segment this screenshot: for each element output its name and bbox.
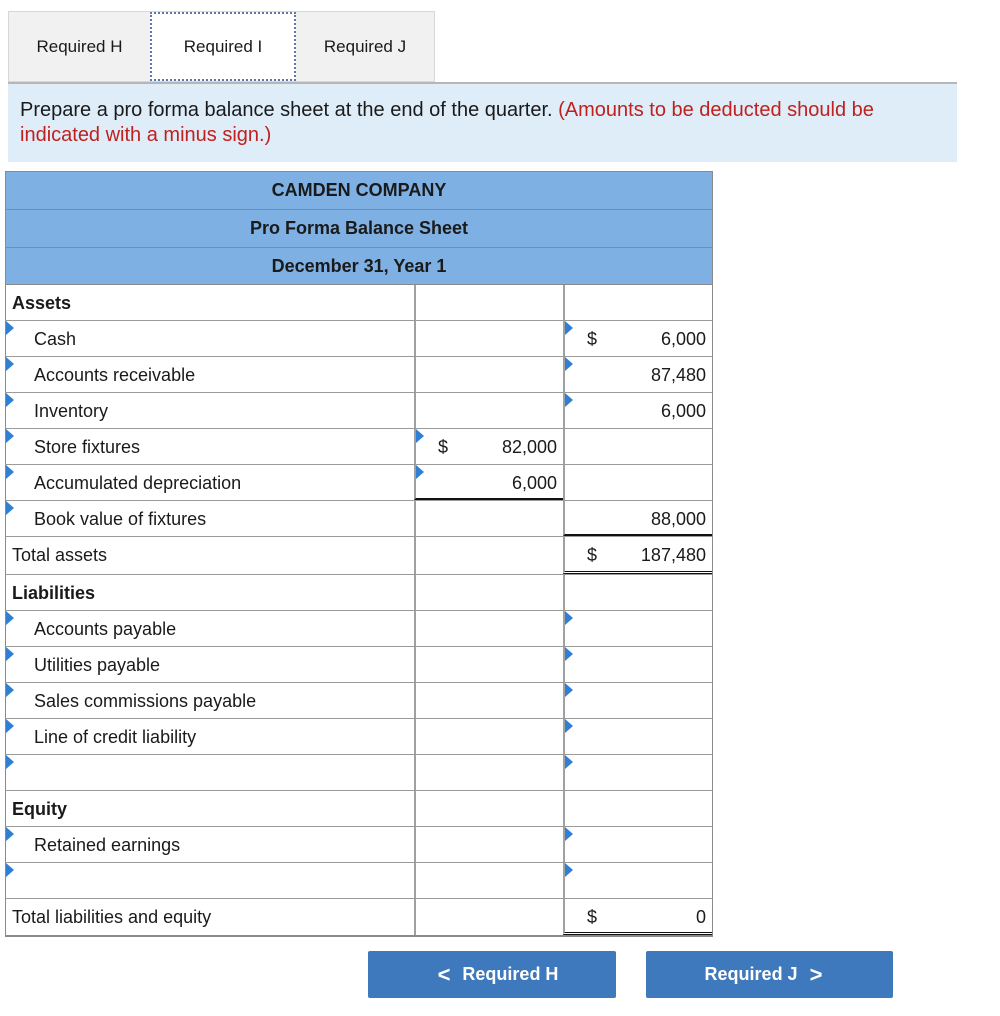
account-select[interactable] (6, 357, 414, 392)
amount-input[interactable] (414, 647, 563, 682)
table-row (5, 465, 713, 501)
table-row (5, 791, 713, 827)
dropdown-triangle-icon[interactable] (6, 611, 14, 625)
next-button-label: Required J (704, 964, 798, 984)
dropdown-triangle-icon[interactable] (6, 465, 14, 479)
table-row (5, 537, 713, 575)
table-row (5, 501, 713, 537)
table-row (5, 755, 713, 791)
previous-required-button[interactable] (368, 951, 616, 998)
dropdown-triangle-icon[interactable] (565, 827, 573, 841)
amount-value: 88,000 (650, 509, 706, 529)
account-label: Retained earnings (34, 835, 181, 855)
amount-input[interactable] (414, 321, 563, 356)
amount-value: 6,000 (660, 401, 706, 421)
tab-required-i[interactable]: Required I (150, 12, 296, 81)
dropdown-triangle-icon[interactable] (6, 863, 14, 877)
dropdown-triangle-icon[interactable] (6, 429, 14, 443)
amount-input[interactable] (563, 611, 712, 646)
amount-value: 6,000 (660, 329, 706, 349)
company-name: CAMDEN COMPANY (5, 171, 713, 209)
currency-symbol: $ (587, 329, 598, 349)
dropdown-triangle-icon[interactable] (565, 393, 573, 407)
amount-input[interactable] (563, 465, 712, 500)
account-select[interactable] (6, 393, 414, 428)
amount-input[interactable] (563, 393, 712, 428)
total-liabilities-equity-label: Total liabilities and equity (12, 907, 212, 927)
dropdown-triangle-icon[interactable] (6, 321, 14, 335)
dropdown-triangle-icon[interactable] (565, 321, 573, 335)
table-row (5, 285, 713, 321)
amount-input[interactable] (563, 683, 712, 718)
tab-required-h[interactable]: Required H (36, 36, 123, 56)
table-row (5, 899, 713, 937)
amount-input[interactable] (563, 501, 712, 536)
table-row (5, 321, 713, 357)
instruction-text: Prepare a pro forma balance sheet at the end of the quarter. (20, 99, 559, 121)
amount-value: 0 (695, 907, 706, 927)
account-label: Book value of fixtures (34, 509, 207, 529)
dropdown-triangle-icon[interactable] (416, 429, 424, 443)
table-row (5, 575, 713, 611)
total-assets-value (563, 537, 712, 574)
table-row (5, 827, 713, 863)
tab-required-j[interactable]: Required J (323, 36, 407, 56)
account-select[interactable] (6, 755, 414, 790)
amount-input[interactable] (563, 755, 712, 790)
balance-sheet-table (5, 171, 713, 937)
table-row (5, 429, 713, 465)
dropdown-triangle-icon[interactable] (6, 827, 14, 841)
account-label: Utilities payable (34, 655, 161, 675)
amount-value: 6,000 (511, 473, 557, 493)
account-select[interactable] (6, 429, 414, 464)
table-row (5, 611, 713, 647)
account-select[interactable] (6, 683, 414, 718)
dropdown-triangle-icon[interactable] (565, 755, 573, 769)
chevron-right-icon: > (809, 961, 823, 987)
amount-input[interactable] (414, 393, 563, 428)
dropdown-triangle-icon[interactable] (6, 683, 14, 697)
account-select[interactable] (6, 863, 414, 898)
table-row (5, 647, 713, 683)
amount-input[interactable] (563, 719, 712, 754)
amount-input[interactable] (414, 501, 563, 536)
amount-input[interactable] (563, 357, 712, 392)
account-label: Store fixtures (34, 437, 141, 457)
dropdown-triangle-icon[interactable] (565, 863, 573, 877)
instruction-panel (8, 84, 957, 162)
account-select[interactable] (6, 465, 414, 500)
liabilities-heading: Liabilities (12, 583, 96, 603)
next-required-button[interactable] (646, 951, 893, 998)
account-select[interactable] (6, 321, 414, 356)
account-label: Accounts payable (34, 619, 177, 639)
chevron-left-icon: < (437, 961, 451, 987)
dropdown-triangle-icon[interactable] (6, 357, 14, 371)
table-row (5, 719, 713, 755)
account-label: Accumulated depreciation (34, 473, 242, 493)
account-select[interactable] (6, 501, 414, 536)
account-select[interactable] (6, 827, 414, 862)
amount-input[interactable] (414, 827, 563, 862)
table-row (5, 393, 713, 429)
amount-input[interactable] (414, 863, 563, 898)
account-label: Sales commissions payable (34, 691, 257, 711)
dropdown-triangle-icon[interactable] (565, 719, 573, 733)
amount-input[interactable] (414, 357, 563, 392)
amount-input[interactable] (414, 429, 563, 464)
dropdown-triangle-icon[interactable] (565, 647, 573, 661)
currency-symbol: $ (438, 437, 449, 457)
dropdown-triangle-icon[interactable] (6, 755, 14, 769)
previous-button-label: Required H (462, 964, 559, 984)
table-row (5, 357, 713, 393)
dropdown-triangle-icon[interactable] (565, 683, 573, 697)
account-select[interactable] (6, 647, 414, 682)
dropdown-triangle-icon[interactable] (6, 719, 14, 733)
account-label: Line of credit liability (34, 727, 197, 747)
table-row (5, 863, 713, 899)
amount-value: 87,480 (650, 365, 706, 385)
currency-symbol: $ (587, 545, 598, 565)
assets-heading: Assets (12, 293, 72, 313)
account-label: Accounts receivable (34, 365, 196, 385)
table-row (5, 683, 713, 719)
tab-bar (8, 11, 435, 82)
amount-input[interactable] (563, 863, 712, 898)
dropdown-triangle-icon[interactable] (6, 393, 14, 407)
total-liabilities-equity-value (563, 899, 712, 935)
amount-input[interactable] (563, 647, 712, 682)
amount-input[interactable] (414, 755, 563, 790)
amount-input[interactable] (563, 321, 712, 356)
dropdown-triangle-icon[interactable] (6, 501, 14, 515)
amount-input[interactable] (414, 683, 563, 718)
amount-input[interactable] (563, 827, 712, 862)
account-label: Cash (34, 329, 77, 349)
instruction-note: (Amounts to be deducted should be indicated with a minus sign.) (20, 99, 874, 146)
total-assets-label: Total assets (12, 545, 108, 565)
amount-input[interactable] (563, 429, 712, 464)
account-select[interactable] (6, 719, 414, 754)
dropdown-triangle-icon[interactable] (565, 357, 573, 371)
account-select[interactable] (6, 611, 414, 646)
dropdown-triangle-icon[interactable] (6, 647, 14, 661)
statement-date: December 31, Year 1 (5, 247, 713, 285)
account-label: Inventory (34, 401, 109, 421)
dropdown-triangle-icon[interactable] (565, 611, 573, 625)
amount-input[interactable] (414, 611, 563, 646)
amount-input[interactable] (414, 465, 563, 500)
currency-symbol: $ (587, 907, 598, 927)
statement-title: Pro Forma Balance Sheet (5, 209, 713, 247)
dropdown-triangle-icon[interactable] (416, 465, 424, 479)
equity-heading: Equity (12, 799, 68, 819)
amount-value: 187,480 (640, 545, 706, 565)
amount-value: 82,000 (501, 437, 557, 457)
amount-input[interactable] (414, 719, 563, 754)
